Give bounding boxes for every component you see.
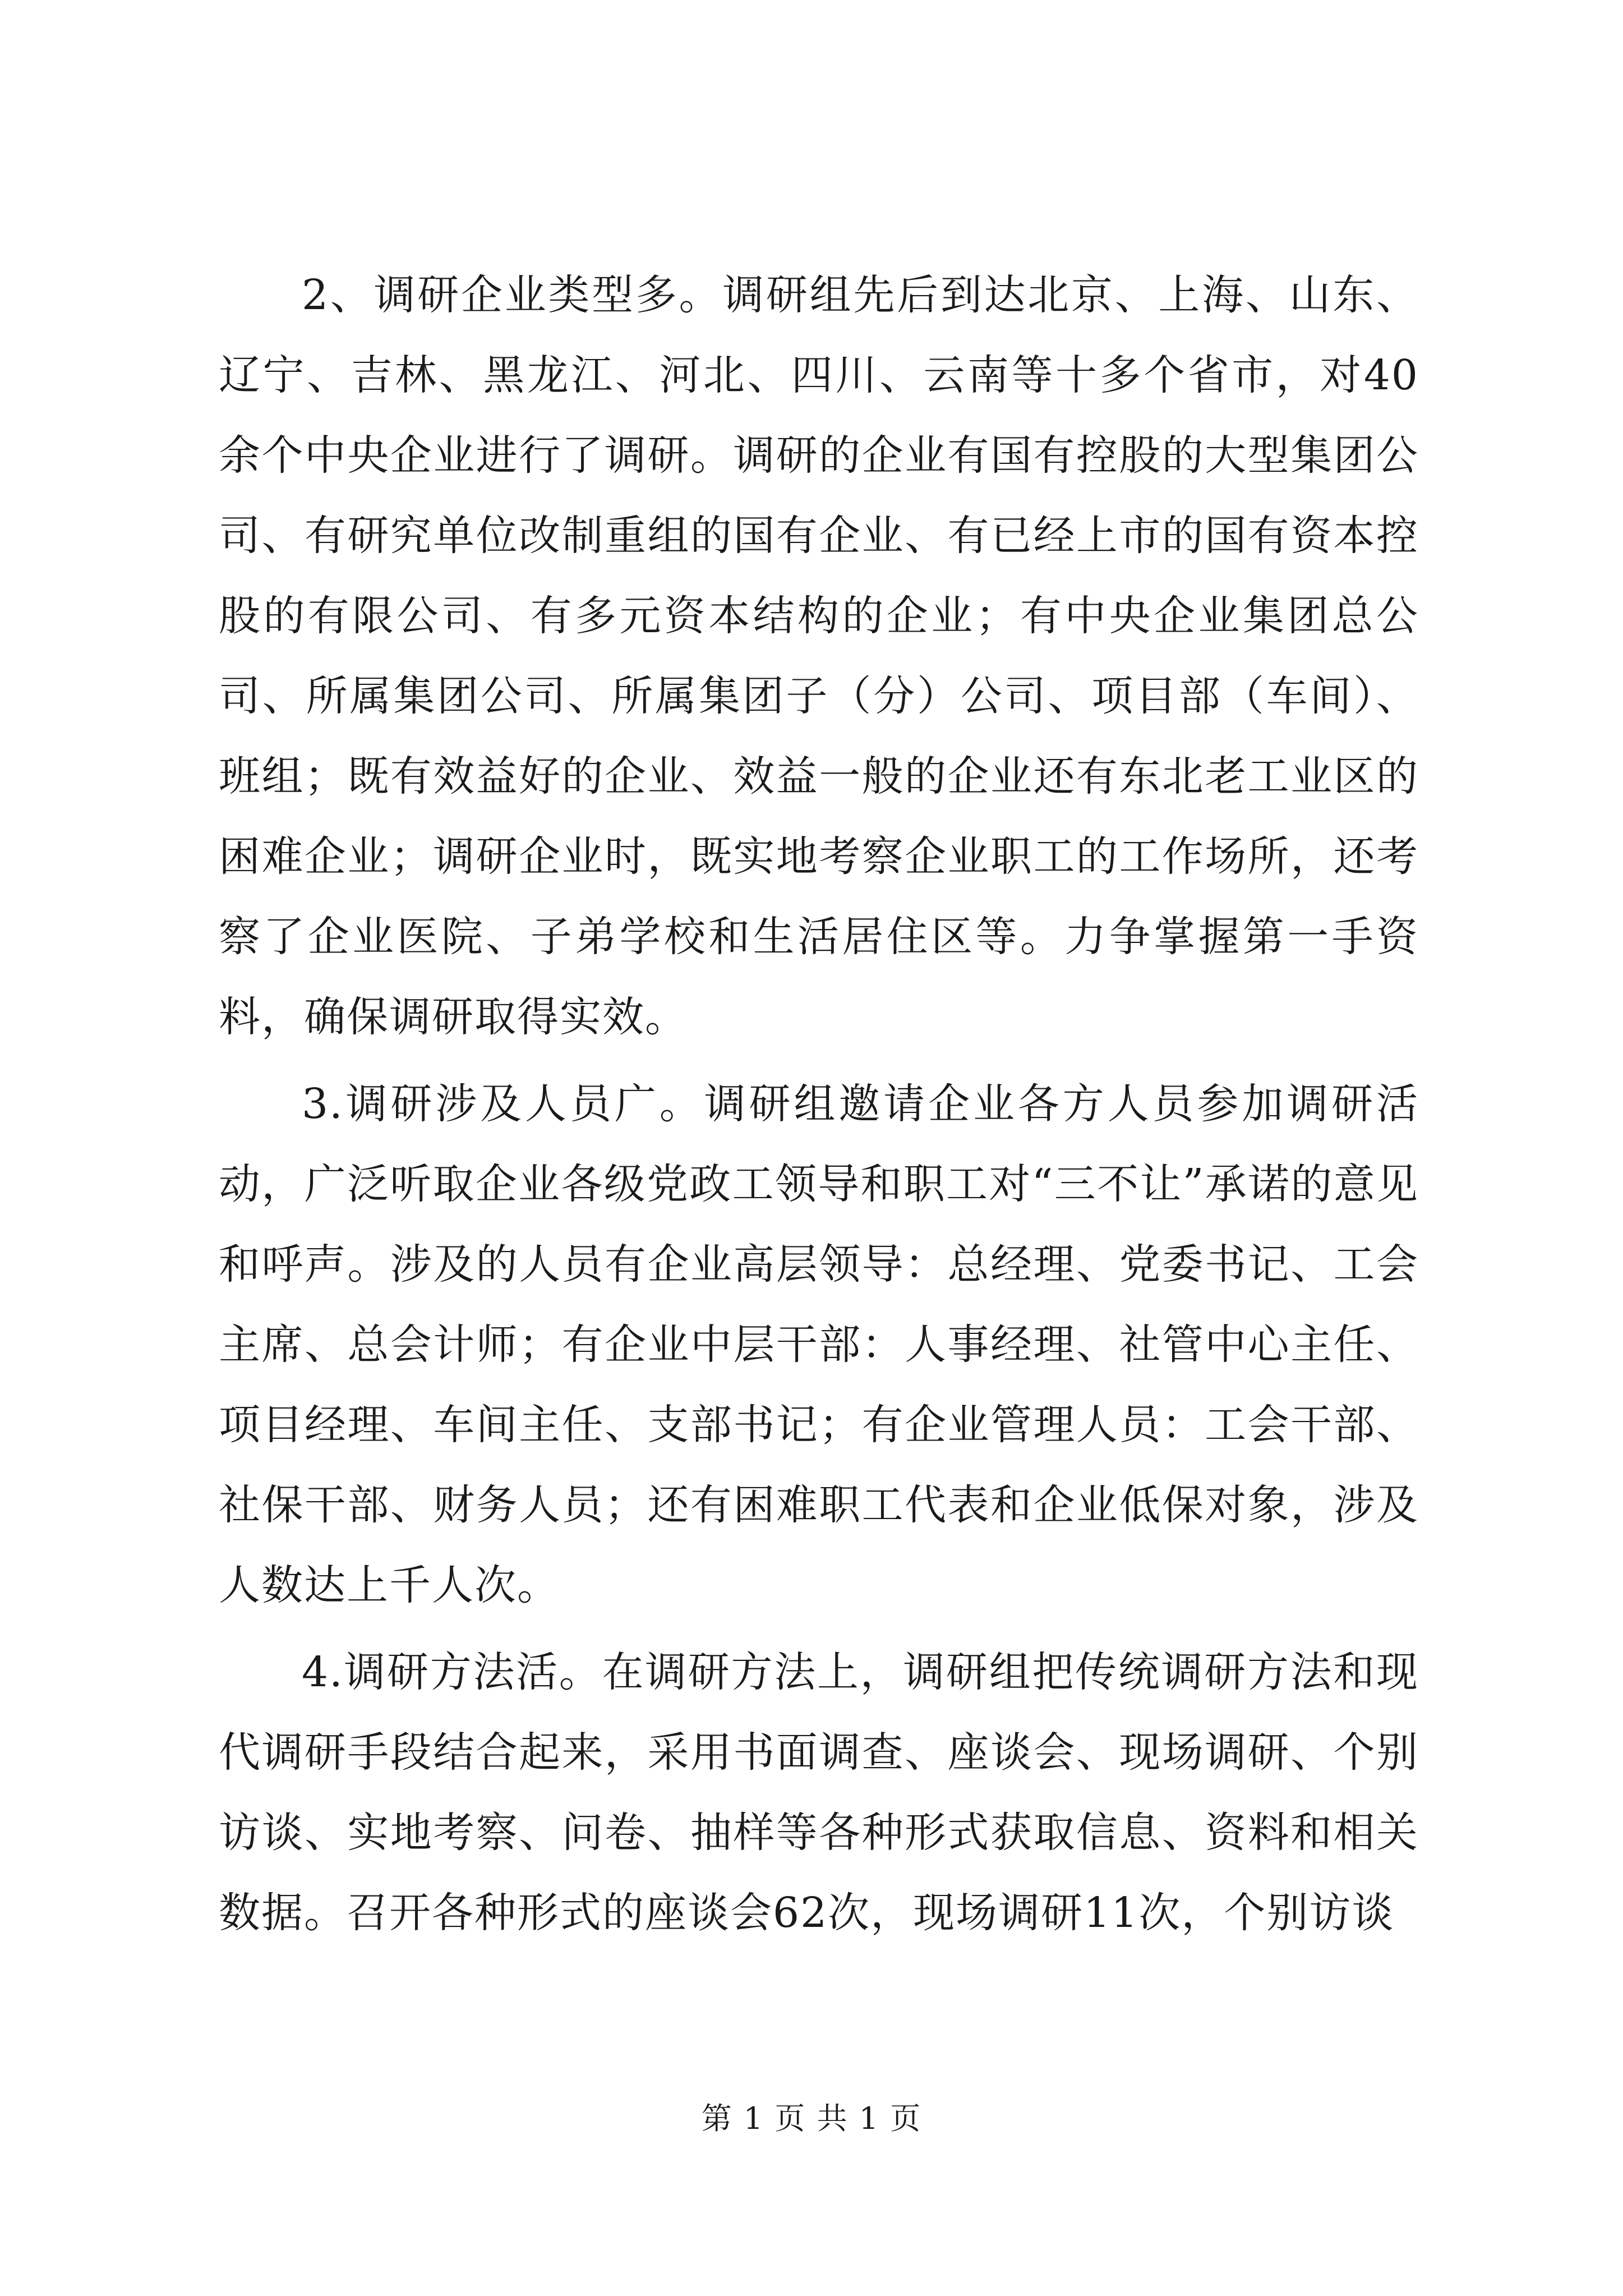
paragraph-survey-enterprise-types: 2、调研企业类型多。调研组先后到达北京、上海、山东、辽宁、吉林、黑龙江、河北、四川、云南等十多个省市，对40余个中央企业进行了调研。调研的企业有国有控股的大型集团公司、有研究单位改制重组的国有企业、有已经上市的国有资本控股的有限公司、有多元资本结构的企业；有中央企业集团总公司、所属集团公司、所属集团子（分）公司、项目部（车间）、班组；既有效益好的企业、效益一般的企业还有东北老工业区的困难企业；调研企业时，既实地考察企业职工的工作场所，还考察了企业医院、子弟学校和生活居住区等。力争掌握第一手资料，确保调研取得实效。	[219, 271, 1419, 1041]
document-body	[219, 255, 1419, 1960]
page-footer: 第 1 页 共 1 页	[701, 2101, 922, 2136]
paragraph-survey-personnel: 3.调研涉及人员广。调研组邀请企业各方人员参加调研活动，广泛听取企业各级党政工领导和职工对“三不让”承诺的意见和呼声。涉及的人员有企业高层领导：总经理、党委书记、工会主席、总会计师；有企业中层干部：人事经理、社管中心主任、项目经理、车间主任、支部书记；有企业管理人员：工会干部、社保干部、财务人员；还有困难职工代表和企业低保对象，涉及人数达上千人次。	[219, 1080, 1419, 1609]
paragraph-survey-methods: 4.调研方法活。在调研方法上，调研组把传统调研方法和现代调研手段结合起来，采用书面调查、座谈会、现场调研、个别访谈、实地考察、问卷、抽样等各种形式获取信息、资料和相关数据。召开各种形式的座谈会62次，现场调研11次，个别访谈	[219, 1648, 1419, 1937]
